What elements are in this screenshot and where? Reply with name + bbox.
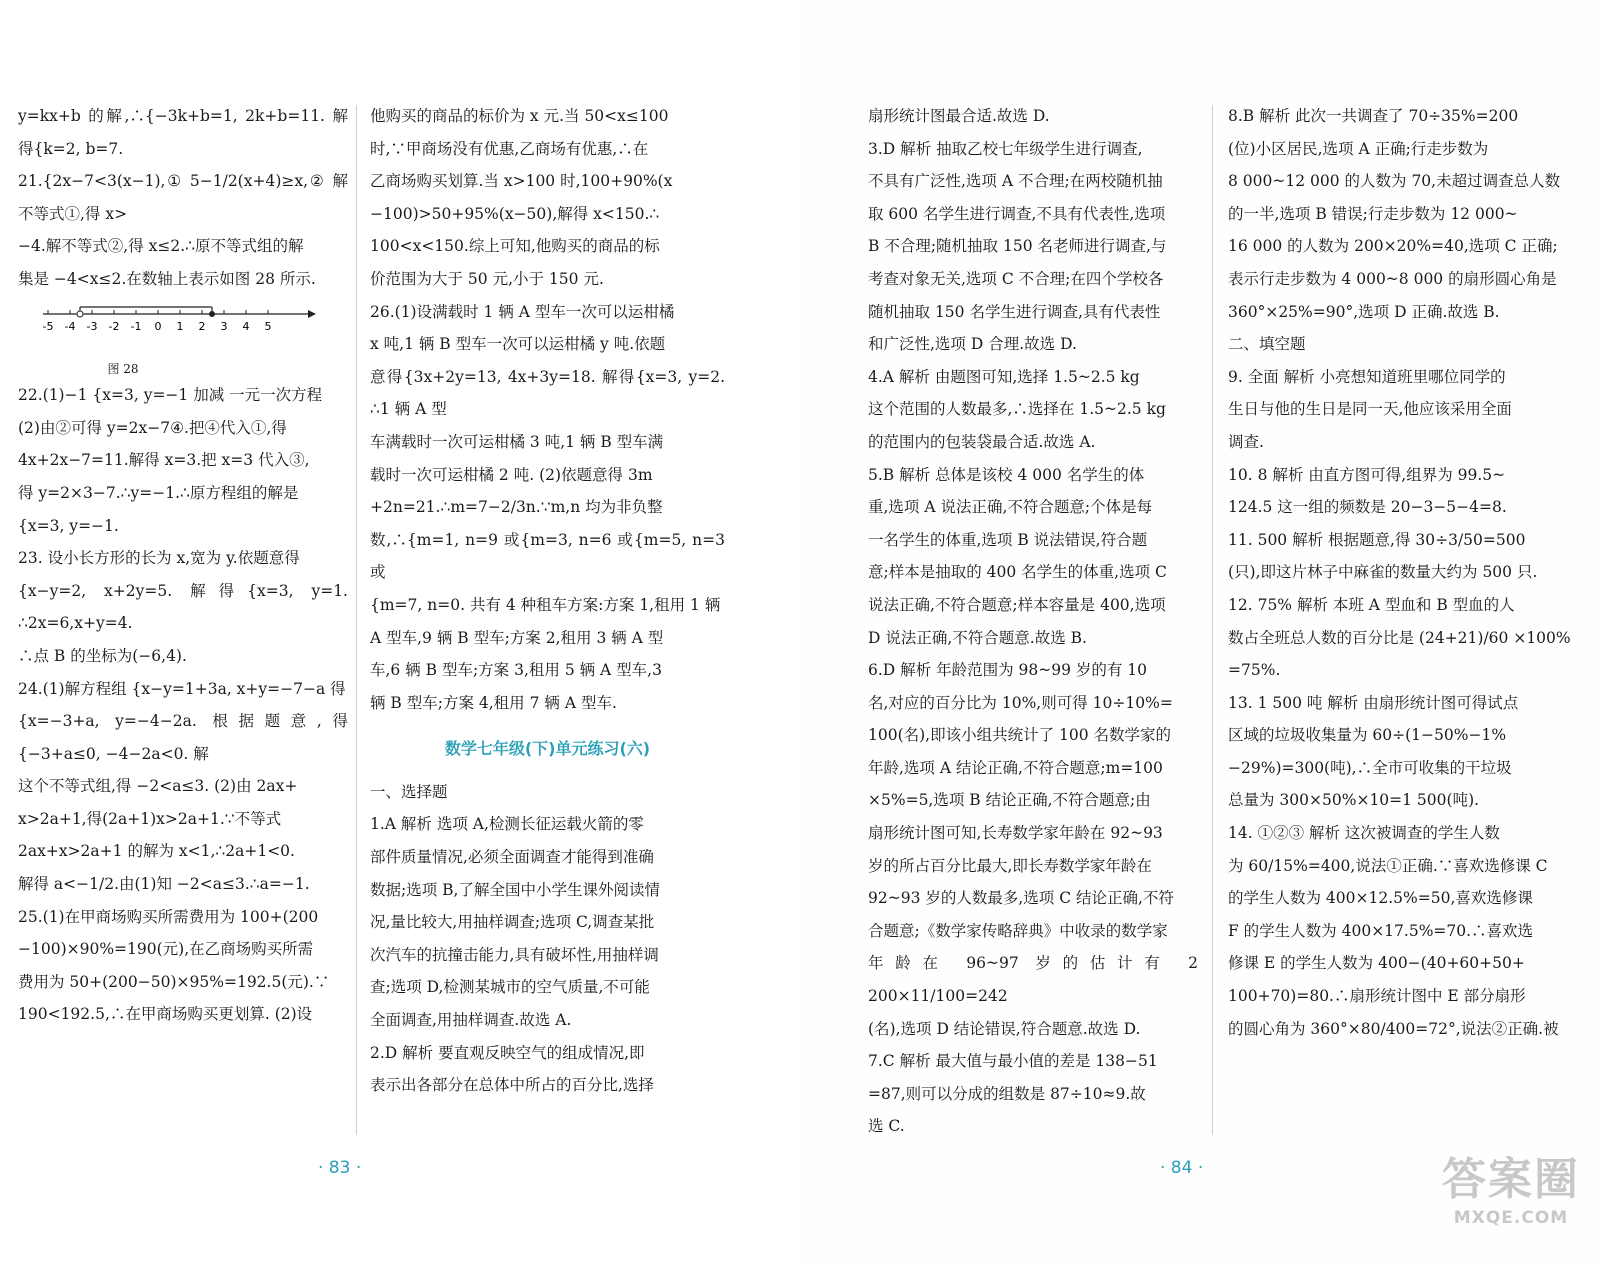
text-line: 次汽车的抗撞击能力,具有破坏性,用抽样调 <box>370 945 659 964</box>
text-line: 意;样本是抽取的 400 名学生的体重,选项 C <box>868 563 1167 582</box>
text-line: 查;选项 D,检测某城市的空气质量,不可能 <box>370 978 650 997</box>
text-line: 数占全班总人数的百分比是 (24+21)/60 ×100% <box>1228 628 1571 647</box>
number-line-svg <box>18 302 318 348</box>
text-line: +2n=21.∴m=7−2/3n.∵m,n 均为非负整 <box>370 498 663 517</box>
text-line: (位)小区居民,选项 A 正确;行走步数为 <box>1228 139 1489 158</box>
number-line-label: 1 <box>176 319 184 333</box>
text-line: 扇形统计图最合适.故选 D. <box>868 107 1050 125</box>
text-line: ∴点 B 的坐标为(−6,4). <box>18 646 187 665</box>
text-line: 表示出各部分在总体中所占的百分比,选择 <box>370 1076 654 1095</box>
text-line: 解得 a<−1/2.由(1)知 −2<a≤3.∴a=−1. <box>18 875 310 894</box>
text-line: 意得{3x+2y=13, 4x+3y=18. 解得{x=3, y=2. ∴1 辆 A 型 <box>370 367 725 419</box>
text-line: −100)>50+95%(x−50),解得 x<150.∴ <box>370 204 660 223</box>
number-line-label: 5 <box>264 319 272 333</box>
number-line-label: -3 <box>86 319 98 333</box>
text-line: 车,6 辆 B 型车;方案 3,租用 5 辆 A 型车,3 <box>370 661 662 680</box>
number-line-figure <box>18 302 348 380</box>
text-line: x>2a+1,得(2a+1)x>2a+1.∵不等式 <box>18 809 282 828</box>
text-line: 年龄,选项 A 结论正确,不符合题意;m=100 <box>868 758 1163 777</box>
section-heading: 二、填空题 <box>1228 335 1306 354</box>
text-line: 载时一次可运柑橘 2 吨. (2)依题意得 3m <box>370 465 653 484</box>
text-line: 时,∵甲商场没有优惠,乙商场有优惠,∴在 <box>370 139 649 158</box>
text-line: 不具有广泛性,选项 A 不合理;在两校随机抽 <box>868 172 1163 191</box>
text-line: 25.(1)在甲商场购买所需费用为 100+(200 <box>18 907 319 926</box>
text-line: 部件质量情况,必须全面调查才能得到准确 <box>370 848 654 867</box>
text-line: 全面调查,用抽样调查.故选 A. <box>370 1011 572 1030</box>
text-line: 辆 B 型车;方案 4,租用 7 辆 A 型车. <box>370 693 617 712</box>
text-line: 区域的垃圾收集量为 60÷(1−50%−1% <box>1228 726 1507 745</box>
text-line: 7.C 解析 最大值与最小值的差是 138−51 <box>868 1052 1158 1071</box>
text-line: 6.D 解析 年龄范围为 98~99 岁的有 10 <box>868 661 1148 680</box>
right-column-2 <box>1228 100 1573 1160</box>
text-line: 14. ①②③ 解析 这次被调查的学生人数 <box>1228 824 1500 843</box>
number-line-label: 2 <box>198 319 206 333</box>
text-line: 13. 1 500 吨 解析 由扇形统计图可得试点 <box>1228 693 1519 712</box>
text-line: −4.解不等式②,得 x≤2.∴原不等式组的解 <box>18 237 304 256</box>
text-line: 的一半,选项 B 错误;行走步数为 12 000~ <box>1228 204 1518 223</box>
open-endpoint <box>77 311 83 317</box>
text-line: 费用为 50+(200−50)×95%=192.5(元).∵ <box>18 972 330 991</box>
column-divider <box>1212 105 1213 1135</box>
text-line: 21.{2x−7<3(x−1),① 5−1/2(x+4)≥x,② 解不等式①,得 x> <box>18 172 348 223</box>
right-column-1 <box>868 100 1198 1160</box>
number-line-label: -1 <box>130 319 142 333</box>
text-line: 10. 8 解析 由直方图可得,组界为 99.5~ <box>1228 465 1506 484</box>
text-line: 的学生人数为 400×12.5%=50,喜欢选修课 <box>1228 889 1533 908</box>
number-line-label: -5 <box>42 319 54 333</box>
text-line: 选 C. <box>868 1117 905 1136</box>
text-line: −29%)=300(吨),∴全市可收集的干垃圾 <box>1228 758 1512 777</box>
section-heading: 一、选择题 <box>370 782 448 801</box>
text-line: 年龄在 96~97 岁的估计有 2 200×11/100=242 <box>868 954 1198 1006</box>
text-line: B 不合理;随机抽取 150 名老师进行调查,与 <box>868 237 1167 256</box>
text-line: 乙商场购买划算.当 x>100 时,100+90%(x <box>370 172 673 191</box>
text-line: 8 000~12 000 的人数为 70,未超过调查总人数 <box>1228 172 1561 191</box>
text-line: 表示行走步数为 4 000~8 000 的扇形圆心角是 <box>1228 269 1557 288</box>
number-line-label: -2 <box>108 319 120 333</box>
text-line: 24.(1)解方程组 {x−y=1+3a, x+y=−7−a 得 <box>18 679 346 698</box>
page-number-left: · 83 · <box>318 1158 362 1178</box>
column-divider <box>356 105 357 1135</box>
number-line-label: 4 <box>242 319 250 333</box>
figure-caption: 图 28 <box>107 362 139 377</box>
text-line: 124.5 这一组的频数是 20−3−5−4=8. <box>1228 498 1507 517</box>
text-line: 随机抽取 150 名学生进行调查,具有代表性 <box>868 302 1161 321</box>
text-line: =87,则可以分成的组数是 87÷10≈9.故 <box>868 1084 1146 1103</box>
closed-endpoint <box>209 311 215 317</box>
text-line: 得 y=2×3−7.∴y=−1.∴原方程组的解是 <box>18 483 299 502</box>
text-line: 360°×25%=90°,选项 D 正确.故选 B. <box>1228 302 1500 321</box>
text-line: {m=7, n=0. 共有 4 种租车方案:方案 1,租用 1 辆 <box>370 595 721 614</box>
text-line: 这个不等式组,得 −2<a≤3. (2)由 2ax+ <box>18 777 298 796</box>
number-line-arrow <box>308 310 316 318</box>
text-line: 4.A 解析 由题图可知,选择 1.5~2.5 kg <box>868 367 1140 386</box>
text-line: 22.(1)−1 {x=3, y=−1 加减 一元一次方程 <box>18 386 323 405</box>
text-line: 的范围内的包装袋最合适.故选 A. <box>868 432 1096 451</box>
text-line: 一名学生的体重,选项 B 说法错误,符合题 <box>868 530 1148 549</box>
text-line: {x−y=2, x+2y=5. 解得{x=3, y=1. ∴2x=6,x+y=4. <box>18 581 348 633</box>
text-line: 集是 −4<x≤2.在数轴上表示如图 28 所示. <box>18 269 316 288</box>
text-line: 100(名),即该小组共统计了 100 名数学家的 <box>868 726 1172 745</box>
text-line: 8.B 解析 此次一共调查了 70÷35%=200 <box>1228 107 1519 125</box>
text-line: 2.D 解析 要直观反映空气的组成情况,即 <box>370 1043 645 1062</box>
text-line: 23. 设小长方形的长为 x,宽为 y.依题意得 <box>18 549 300 568</box>
text-line: 数,∴{m=1, n=9 或{m=3, n=6 或{m=5, n=3 或 <box>370 530 725 582</box>
text-line: x 吨,1 辆 B 型车一次可以运柑橘 y 吨.依题 <box>370 335 666 354</box>
text-line: 1.A 解析 选项 A,检测长征运载火箭的零 <box>370 815 644 834</box>
text-line: =75%. <box>1228 661 1281 680</box>
text-line: 重,选项 A 说法正确,不符合题意;个体是每 <box>868 498 1153 517</box>
text-line: {x=−3+a, y=−4−2a. 根据题意,得{−3+a≤0, −4−2a<0. 解 <box>18 712 348 763</box>
text-line: 26.(1)设满载时 1 辆 A 型车一次可以运柑橘 <box>370 302 675 321</box>
text-line: 生日与他的生日是同一天,他应该采用全面 <box>1228 400 1512 419</box>
watermark-text: 答案圈 <box>1442 1154 1580 1205</box>
page-number-right: · 84 · <box>1160 1158 1204 1178</box>
number-line-label: -4 <box>64 319 76 333</box>
text-line: 况,量比较大,用抽样调查;选项 C,调查某批 <box>370 913 655 932</box>
section-title: 数学七年级(下)单元练习(六) <box>444 739 651 759</box>
right-page <box>800 0 1600 1264</box>
text-line: 名,对应的百分比为 10%,则可得 10÷10%= <box>868 693 1173 712</box>
text-line: 190<192.5,∴在甲商场购买更划算. (2)设 <box>18 1005 313 1024</box>
text-line: 他购买的商品的标价为 x 元.当 50<x≤100 <box>370 107 669 125</box>
text-line: 这个范围的人数最多,∴选择在 1.5~2.5 kg <box>868 400 1166 419</box>
left-column-1 <box>18 100 348 1160</box>
text-line: 为 60/15%=400,说法①正确.∵喜欢选修课 C <box>1228 856 1548 875</box>
text-line: y=kx+b 的解,∴{−3k+b=1, 2k+b=11. 解得{k=2, b=7. <box>18 107 348 158</box>
text-line: 扇形统计图可知,长寿数学家年龄在 92~93 <box>868 824 1163 843</box>
text-line: 调查. <box>1228 432 1264 451</box>
text-line: 的圆心角为 360°×80/400=72°,说法②正确.被 <box>1228 1019 1559 1038</box>
text-line: 3.D 解析 抽取乙校七年级学生进行调查, <box>868 139 1143 158</box>
text-line: (只),即这片林子中麻雀的数量大约为 500 只. <box>1228 563 1538 582</box>
text-line: ×5%=5,选项 B 结论正确,不符合题意;由 <box>868 791 1151 810</box>
text-line: 100+70)=80.∴扇形统计图中 E 部分扇形 <box>1228 987 1526 1006</box>
text-line: 价范围为大于 50 元,小于 150 元. <box>370 269 604 288</box>
text-line: 总量为 300×50%×10=1 500(吨). <box>1228 791 1480 810</box>
text-line: A 型车,9 辆 B 型车;方案 2,租用 3 辆 A 型 <box>370 628 664 647</box>
text-line: 92~93 岁的人数最多,选项 C 结论正确,不符 <box>868 889 1174 908</box>
text-line: (名),选项 D 结论错误,符合题意.故选 D. <box>868 1019 1141 1038</box>
text-line: D 说法正确,不符合题意.故选 B. <box>868 628 1087 647</box>
text-line: 5.B 解析 总体是该校 4 000 名学生的体 <box>868 465 1145 484</box>
text-line: 100<x<150.综上可知,他购买的商品的标 <box>370 237 660 256</box>
text-line: 考查对象无关,选项 C 不合理;在四个学校各 <box>868 269 1164 288</box>
text-line: 和广泛性,选项 D 合理.故选 D. <box>868 335 1077 354</box>
text-line: 12. 75% 解析 本班 A 型血和 B 型血的人 <box>1228 595 1515 614</box>
text-line: 16 000 的人数为 200×20%=40,选项 C 正确; <box>1228 237 1558 256</box>
text-line: 岁的所占百分比最大,即长寿数学家年龄在 <box>868 856 1152 875</box>
text-line: 9. 全面 解析 小亮想知道班里哪位同学的 <box>1228 367 1506 386</box>
text-line: 修课 E 的学生人数为 400−(40+60+50+ <box>1228 954 1525 973</box>
text-line: 说法正确,不符合题意;样本容量是 400,选项 <box>868 595 1166 614</box>
text-line: 2ax+x>2a+1 的解为 x<1,∴2a+1<0. <box>18 842 295 861</box>
left-column-2 <box>370 100 725 1160</box>
text-line: 数据;选项 B,了解全国中小学生课外阅读情 <box>370 880 660 899</box>
watermark-url: MXQE.COM <box>1453 1208 1569 1228</box>
text-line: −100)×90%=190(元),在乙商场购买所需 <box>18 940 314 959</box>
text-line: 11. 500 解析 根据题意,得 30÷3/50=500 <box>1228 530 1526 549</box>
text-line: 取 600 名学生进行调查,不具有代表性,选项 <box>868 204 1166 223</box>
number-line-label: 3 <box>220 319 228 333</box>
text-line: (2)由②可得 y=2x−7④.把④代入①,得 <box>18 418 287 437</box>
text-line: 4x+2x−7=11.解得 x=3.把 x=3 代入③, <box>18 451 310 470</box>
number-line-label: 0 <box>154 319 162 333</box>
text-line: {x=3, y=−1. <box>18 516 119 535</box>
text-line: 合题意;《数学家传略辞典》中收录的数学家 <box>868 921 1168 940</box>
watermark-logo <box>1436 1152 1586 1252</box>
text-line: F 的学生人数为 400×17.5%=70.∴喜欢选 <box>1228 921 1534 940</box>
text-line: 车满载时一次可运柑橘 3 吨,1 辆 B 型车满 <box>370 432 664 451</box>
